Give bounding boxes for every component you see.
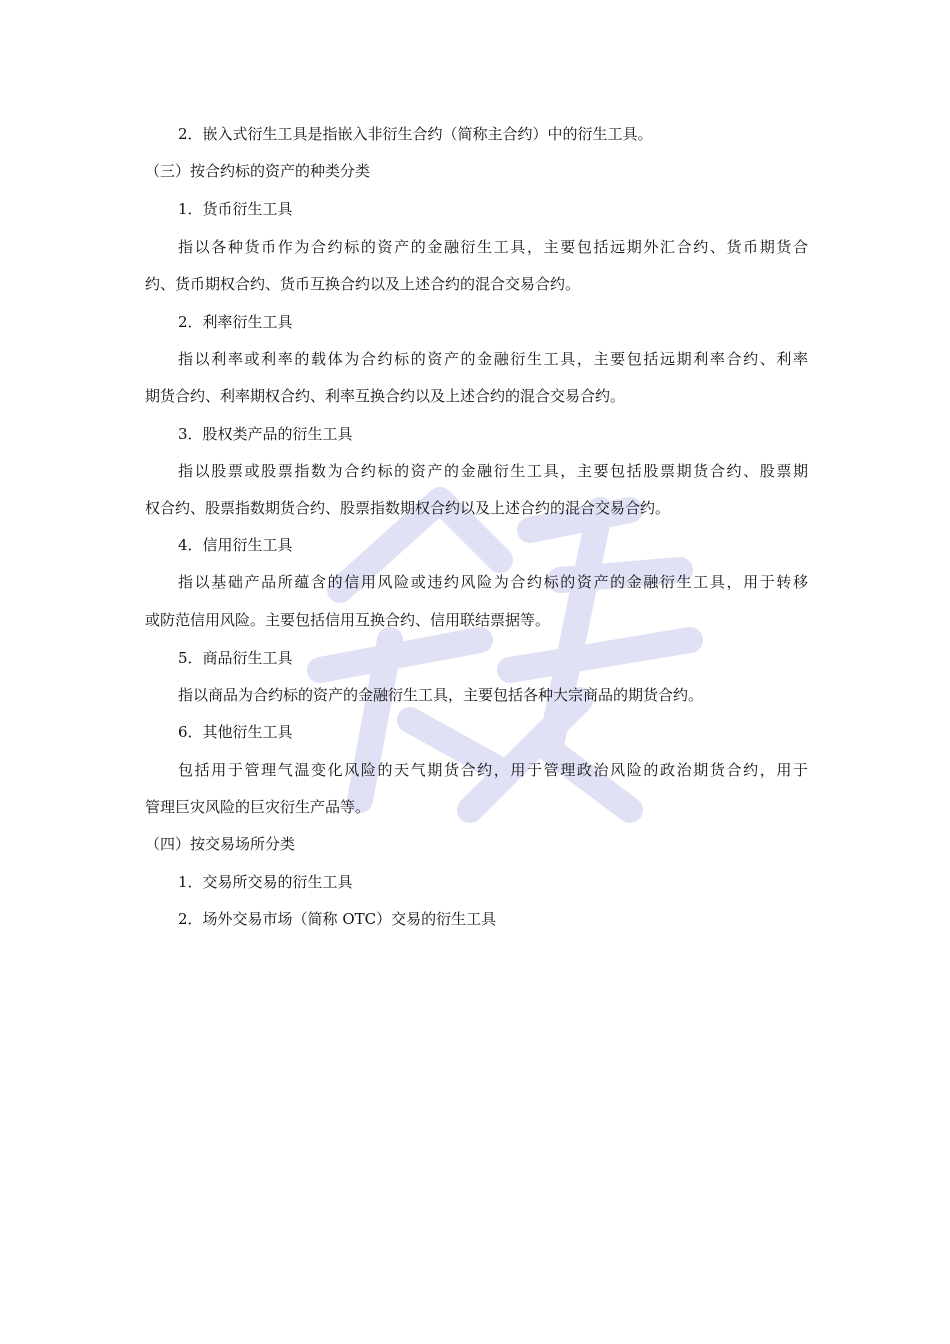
- subheading-other: 6．其他衍生工具: [178, 723, 293, 741]
- paragraph-other-line-1: 包括用于管理气温变化风险的天气期货合约，用于管理政治风险的政治期货合约，用于: [178, 761, 808, 779]
- paragraph-currency-line-1: 指以各种货币作为合约标的资产的金融衍生工具，主要包括远期外汇合约、货币期货合: [178, 238, 808, 256]
- paragraph-credit-line-1: 指以基础产品所蕴含的信用风险或违约风险为合约标的资产的金融衍生工具，用于转移: [178, 573, 808, 591]
- section-heading-4: （四）按交易场所分类: [145, 835, 296, 853]
- section-heading-3: （三）按合约标的资产的种类分类: [145, 162, 371, 180]
- subheading-interest-rate: 2．利率衍生工具: [178, 313, 293, 331]
- paragraph-commodity: 指以商品为合约标的资产的金融衍生工具，主要包括各种大宗商品的期货合约。: [178, 686, 704, 704]
- subheading-equity: 3．股权类产品的衍生工具: [178, 425, 353, 443]
- subheading-otc: 2．场外交易市场（简称 OTC）交易的衍生工具: [178, 910, 497, 928]
- subheading-currency: 1．货币衍生工具: [178, 200, 293, 218]
- paragraph-interest-rate-line-1: 指以利率或利率的载体为合约标的资产的金融衍生工具，主要包括远期利率合约、利率: [178, 350, 808, 368]
- paragraph-other-line-2: 管理巨灾风险的巨灾衍生产品等。: [145, 798, 371, 816]
- subheading-exchange-traded: 1．交易所交易的衍生工具: [178, 873, 353, 891]
- paragraph-equity-line-1: 指以股票或股票指数为合约标的资产的金融衍生工具，主要包括股票期货合约、股票期: [178, 462, 808, 480]
- watermark-logo: [300, 470, 720, 850]
- subheading-commodity: 5．商品衍生工具: [178, 649, 293, 667]
- subheading-credit: 4．信用衍生工具: [178, 536, 293, 554]
- paragraph-equity-line-2: 权合约、股票指数期货合约、股票指数期权合约以及上述合约的混合交易合约。: [145, 499, 671, 517]
- paragraph-credit-line-2: 或防范信用风险。主要包括信用互换合约、信用联结票据等。: [145, 611, 551, 629]
- paragraph-interest-rate-line-2: 期货合约、利率期权合约、利率互换合约以及上述合约的混合交易合约。: [145, 387, 626, 405]
- paragraph-currency-line-2: 约、货币期权合约、货币互换合约以及上述合约的混合交易合约。: [145, 275, 581, 293]
- text-line-1: 2．嵌入式衍生工具是指嵌入非衍生合约（简称主合约）中的衍生工具。: [178, 125, 653, 143]
